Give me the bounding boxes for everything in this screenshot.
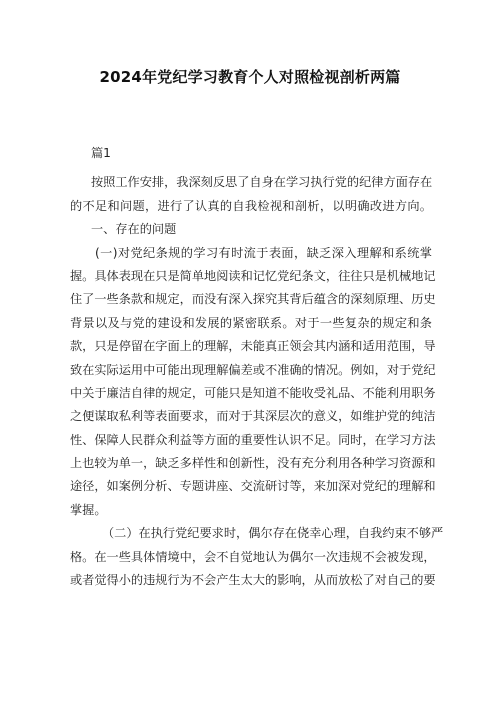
paragraph-line: 上也较为单一，缺乏多样性和创新性，没有充分利用各种学习资源和 [70,456,436,471]
paragraph-line: 途径，如案例分析、专题讲座、交流研讨等，来加深对党纪的理解和 [70,479,436,494]
paragraph-line: 掌握。 [70,502,107,517]
paragraph-line: 握。具体表现在只是简单地阅读和记忆党纪条文，往往只是机械地记 [70,268,436,283]
paragraph-line: 性、保障人民群众利益等方面的重要性认识不足。同时，在学习方法 [70,432,436,447]
paragraph-line: 格。在一些具体情境中，会不自觉地认为偶尔一次违规不会被发现， [70,549,436,564]
document-title: 2024年党纪学习教育个人对照检视剖析两篇 [99,68,401,86]
paragraph-line: 致在实际运用中可能出现理解偏差或不准确的情况。例如，对于党纪 [70,362,436,377]
paragraph-line: 背景以及与党的建设和发展的紧密联系。对于一些复杂的规定和条 [70,315,432,330]
section-label: 篇1 [91,146,111,160]
paragraph-line: 中关于廉洁自律的规定，可能只是知道不能收受礼品、不能利用职务 [70,385,436,400]
document-body [70,142,444,592]
paragraph-line: 或者觉得小的违规行为不会产生太大的影响，从而放松了对自己的要 [70,573,436,588]
paragraph-line: 的不足和问题，进行了认真的自我检视和剖析，以明确改进方向。 [70,198,432,213]
section-heading: 一、存在的问题 [91,222,177,237]
paragraph-line: 住了一些条款和规定，而没有深入探究其背后蕴含的深刻原理、历史 [70,292,436,307]
paragraph-line: 之便谋取私利等表面要求，而对于其深层次的意义，如维护党的纯洁 [70,409,436,424]
paragraph-line: 按照工作安排，我深刻反思了自身在学习执行党的纪律方面存在 [91,175,433,190]
paragraph-line: 款，只是停留在字面上的理解，未能真正领会其内涵和适用范围，导 [70,339,436,354]
paragraph-line: （二）在执行党纪要求时，偶尔存在侥幸心理，自我约束不够严 [102,526,444,541]
paragraph-line: (一)对党纪条规的学习有时流于表面，缺乏深入理解和系统掌 [95,245,432,260]
